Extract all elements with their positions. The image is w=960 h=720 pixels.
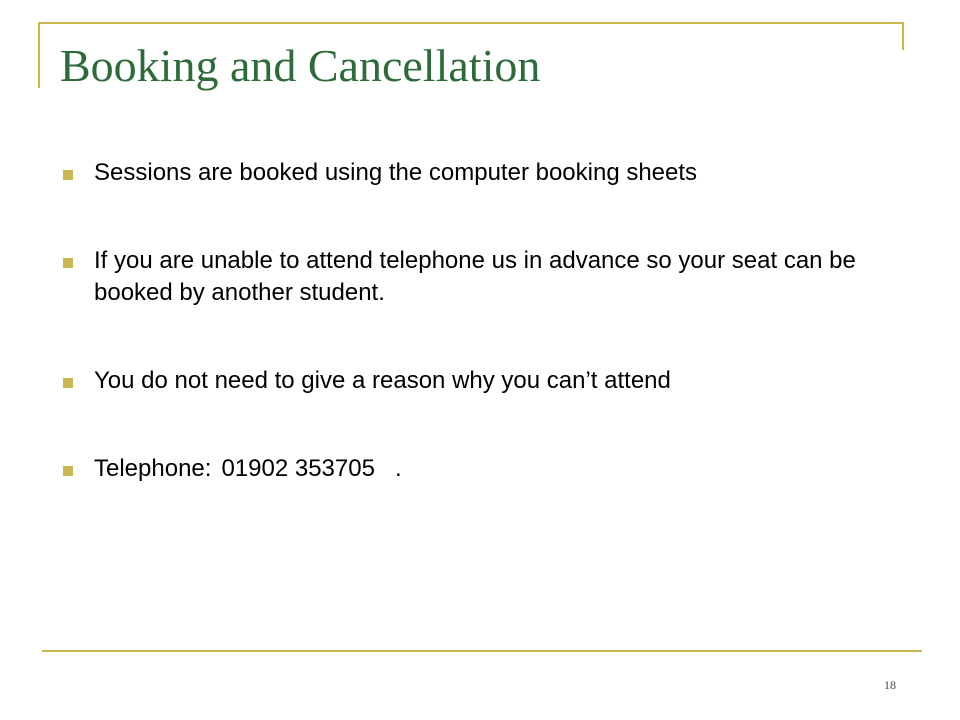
frame-left-line [38,22,40,88]
bullet-text: Sessions are booked using the computer booking sheets [94,159,698,186]
telephone-suffix: . [394,455,402,482]
bullet-item [60,157,860,189]
bullet-text: You do not need to give a reason why you can’t attend [94,367,671,394]
frame-top-line [38,22,904,24]
telephone-number: 01902 353705 [221,455,375,482]
square-bullet-icon [63,170,73,180]
bullet-list [60,157,860,485]
bullet-item-telephone [60,453,860,485]
square-bullet-icon [63,466,73,476]
frame-bottom-line [42,650,922,652]
telephone-label: Telephone: [94,455,212,482]
page-number: 18 [884,678,896,692]
bullet-item [60,365,860,397]
square-bullet-icon [63,378,73,388]
frame-right-line [902,22,904,50]
slide-title: Booking and Cancellation [60,40,541,91]
bullet-text: If you are unable to attend telephone us in advance so your seat can be booked by another student. [94,247,856,306]
square-bullet-icon [63,258,73,268]
bullet-item [60,245,860,309]
